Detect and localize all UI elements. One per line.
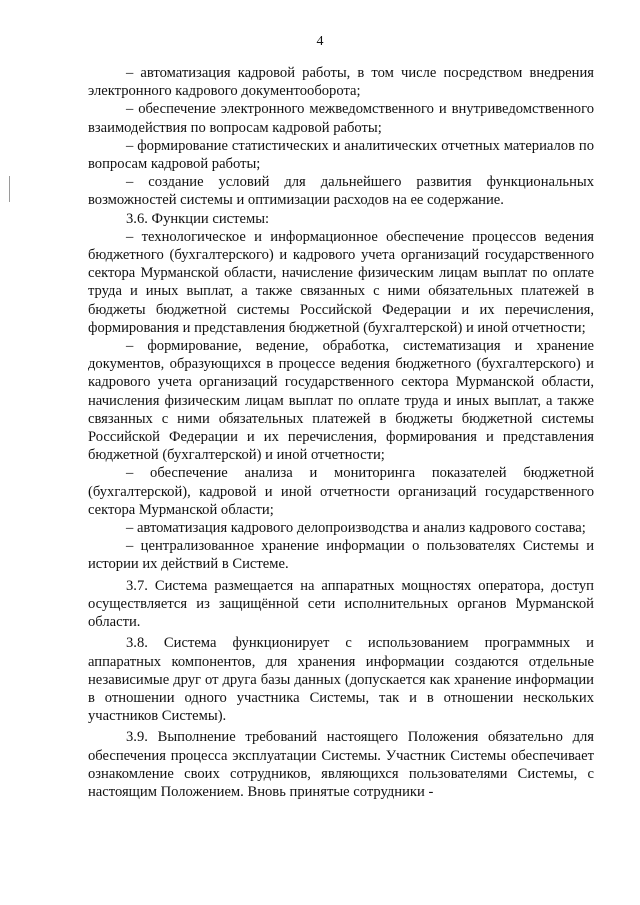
paragraph: – создание условий для дальнейшего развития функциональных возможностей системы и оптимизации расходов на ее содержание. bbox=[88, 174, 594, 209]
paragraph: – технологическое и информационное обеспечение процессов ведения бюджетного (бухгалтерского) и кадрового учета организаций государственного сектора Мурманской области, начисление физическим лицам выплат по оплате труда и иных выплат, а также связанных с ними обязательных платежей в бюджеты бюджетной системы Российской Федерации и их перечисления, формирования и представления бюджетной (бухгалтерской) и иной отчетности; bbox=[88, 228, 594, 336]
paragraph: – автоматизация кадровой работы, в том числе посредством внедрения электронного кадрового документооборота; bbox=[88, 65, 594, 100]
paragraph: – обеспечение анализа и мониторинга показателей бюджетной (бухгалтерской), кадровой и иной отчетности организаций государственного сектора Мурманской области; bbox=[88, 465, 594, 518]
section-heading: 3.6. Функции системы: bbox=[126, 210, 270, 227]
paragraph: – автоматизация кадрового делопроизводства и анализ кадрового состава; bbox=[126, 520, 586, 537]
document-body bbox=[88, 64, 594, 801]
margin-mark bbox=[9, 176, 10, 202]
paragraph: – формирование, ведение, обработка, систематизация и хранение документов, образующихся в процессе ведения бюджетного (бухгалтерского) и кадрового учета организаций государственного сектора Мурманской области, начисления физическим лицам выплат по оплате труда и иных выплат, а также связанных с ними обязательных платежей в бюджеты бюджетной системы Российской Федерации и их перечисления, формирования и представления бюджетной (бухгалтерской) и иной отчетности; bbox=[88, 338, 594, 464]
paragraph: – централизованное хранение информации о пользователях Системы и истории их действий в Системе. bbox=[88, 538, 594, 573]
paragraph: 3.7. Система размещается на аппаратных мощностях оператора, доступ осуществляется из защищённой сети исполнительных органов Мурманской области. bbox=[88, 577, 594, 631]
paragraph: – формирование статистических и аналитических отчетных материалов по вопросам кадровой работы; bbox=[88, 137, 594, 173]
paragraph: 3.8. Система функционирует с использованием программных и аппаратных компонентов, для хранения информации создаются отдельные независимые друг от друга базы данных (допускается как хранение информации в отношении одного участника Системы, так и в отношении нескольких участников Системы). bbox=[88, 635, 594, 725]
page-number: 4 bbox=[316, 34, 324, 49]
paragraph: – обеспечение электронного межведомственного и внутриведомственного взаимодействия по вопросам кадровой работы; bbox=[88, 101, 594, 136]
paragraph: 3.9. Выполнение требований настоящего Положения обязательно для обеспечения процесса эксплуатации Системы. Участник Системы обеспечивает ознакомление своих сотрудников, являющихся пользователями Системы, с настоящим Положением. Вновь принятые сотрудники - bbox=[88, 729, 594, 800]
